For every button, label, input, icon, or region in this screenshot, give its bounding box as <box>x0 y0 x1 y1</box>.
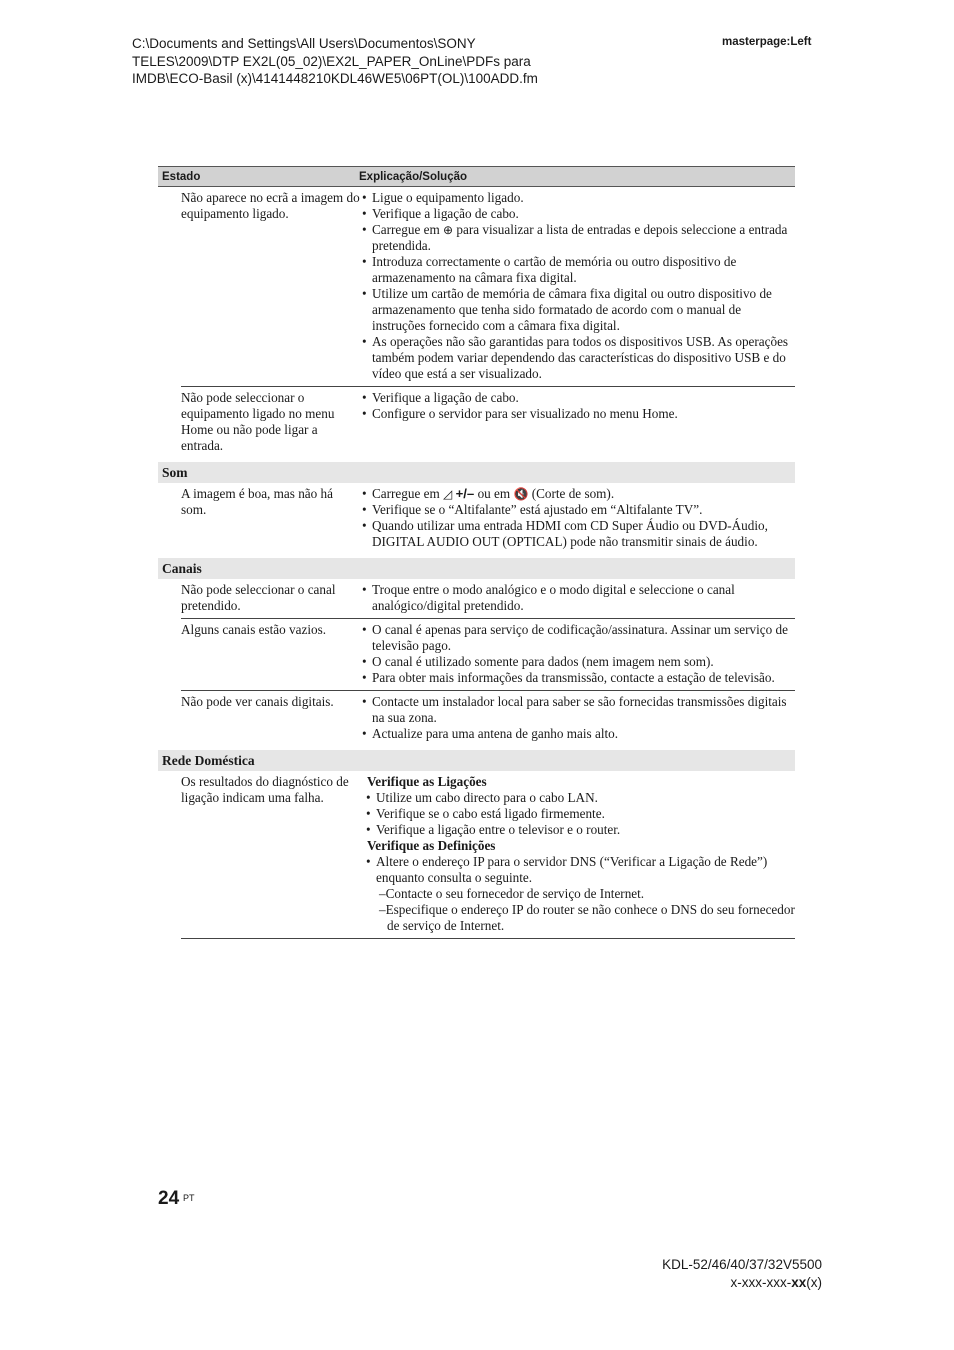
model-footer <box>662 1256 822 1292</box>
dash-item: –Contacte o seu fornecedor de serviço de Internet. <box>379 886 645 901</box>
state-cell: Não pode seleccionar o equipamento ligado no menu Home ou não pode ligar a entrada. <box>181 390 335 453</box>
state-cell: Não aparece no ecrã a imagem do equipamento ligado. <box>181 190 360 221</box>
table-row <box>181 483 795 554</box>
column-header-explicacao: Explicação/Solução <box>359 170 468 183</box>
state-cell: A imagem é boa, mas não há som. <box>181 486 333 517</box>
path-line: TELES\2009\DTP EX2L(05_02)\EX2L_PAPER_OnLine\PDFs para <box>132 53 531 69</box>
list-item: • Verifique a ligação de cabo. <box>362 206 795 222</box>
list-item: • Contacte um instalador local para saber se são fornecidas transmissões digitais na sua zona. <box>362 694 795 726</box>
solution-cell <box>362 694 795 742</box>
input-icon: ⊕ <box>443 223 454 237</box>
column-header-estado: Estado <box>162 170 201 183</box>
path-line: C:\Documents and Settings\All Users\Documentos\SONY <box>132 36 476 51</box>
masterpage-label: masterpage:Left <box>722 36 812 48</box>
list-item: • Actualize para uma antena de ganho mais alto. <box>362 726 795 742</box>
list-item: • As operações não são garantidas para todos os dispositivos USB. As operações também podem variar dependendo das características do dispositivo USB e do vídeo que está a ser visualizado. <box>362 334 795 382</box>
table-row <box>181 619 795 691</box>
subheading: Verifique as Ligações <box>367 774 487 789</box>
list-item: • Troque entre o modo analógico e o modo digital e seleccione o canal analógico/digital pretendido. <box>362 582 795 614</box>
solution-cell <box>362 582 795 614</box>
section-heading-canais: Canais <box>158 558 795 579</box>
state-cell: Os resultados do diagnóstico de ligação indicam uma falha. <box>181 774 349 805</box>
table-row <box>181 187 795 387</box>
model-number: KDL-52/46/40/37/32V5500 <box>662 1257 822 1272</box>
volume-icon: ◿ <box>443 487 453 501</box>
table-row <box>181 691 795 746</box>
table-row <box>181 771 795 939</box>
dash-item: –Especifique o endereço IP do router se não conhece o DNS do seu fornecedor de serviço de Internet. <box>379 902 795 933</box>
solution-cell <box>362 190 795 382</box>
section-heading-rede: Rede Doméstica <box>158 750 795 771</box>
list-item: • Verifique a ligação de cabo. <box>362 390 795 406</box>
state-cell: Não pode ver canais digitais. <box>181 694 334 709</box>
table-row <box>181 579 795 619</box>
list-item: • Verifique a ligação entre o televisor e o router. <box>366 822 795 838</box>
list-item: • Altere o endereço IP para o servidor DNS (“Verificar a Ligação de Rede”) enquanto consulta o seguinte. <box>366 854 795 886</box>
list-item: • Verifique se o cabo está ligado firmemente. <box>366 806 795 822</box>
list-item: • Para obter mais informações da transmissão, contacte a estação de televisão. <box>362 670 795 686</box>
list-item: • Quando utilizar uma entrada HDMI com CD Super Áudio ou DVD-Áudio, DIGITAL AUDIO OUT (OPTICAL) pode não transmitir sinais de áudio. <box>362 518 795 550</box>
page-number: 24 <box>158 1188 180 1209</box>
list-item: • Ligue o equipamento ligado. <box>362 190 795 206</box>
mute-icon: 🔇 <box>513 487 529 501</box>
list-item: • Verifique se o “Altifalante” está ajustado em “Altifalante TV”. <box>362 502 795 518</box>
subheading: Verifique as Definições <box>367 838 496 853</box>
page-language: PT <box>183 1193 195 1203</box>
list-item: • Utilize um cartão de memória de câmara fixa digital ou outro dispositivo de armazenamento que tenha sido formatado de acordo com o manual de instruções fornecido com a câmara fixa digital. <box>362 286 795 334</box>
list-item: • Utilize um cabo directo para o cabo LAN. <box>366 790 795 806</box>
solution-cell <box>362 622 795 686</box>
product-code: x-xxx-xxx-xx(x) <box>730 1275 822 1290</box>
solution-cell <box>362 390 795 454</box>
file-path-header <box>132 35 612 88</box>
solution-cell <box>362 774 795 934</box>
list-item: • Carregue em ⊕ para visualizar a lista de entradas e depois seleccione a entrada pretendida. <box>362 222 795 254</box>
table-row <box>181 387 795 458</box>
list-item: • Introduza correctamente o cartão de memória ou outro dispositivo de armazenamento na câmara fixa digital. <box>362 254 795 286</box>
list-item: • O canal é utilizado somente para dados (nem imagem nem som). <box>362 654 795 670</box>
list-item: • Configure o servidor para ser visualizado no menu Home. <box>362 406 795 422</box>
troubleshooting-table <box>158 166 795 939</box>
path-line: IMDB\ECO-Basil (x)\4141448210KDL46WE5\06PT(OL)\100ADD.fm <box>132 71 538 86</box>
list-item: • O canal é apenas para serviço de codificação/assinatura. Assinar um serviço de televisão pago. <box>362 622 795 654</box>
table-header <box>158 166 795 187</box>
list-item: • Carregue em ◿ +/– ou em 🔇 (Corte de som). <box>362 486 795 502</box>
state-cell: Não pode seleccionar o canal pretendido. <box>181 582 336 613</box>
dash-list <box>365 886 795 934</box>
solution-cell <box>362 486 795 550</box>
state-cell: Alguns canais estão vazios. <box>181 622 327 637</box>
section-heading-som: Som <box>158 462 795 483</box>
